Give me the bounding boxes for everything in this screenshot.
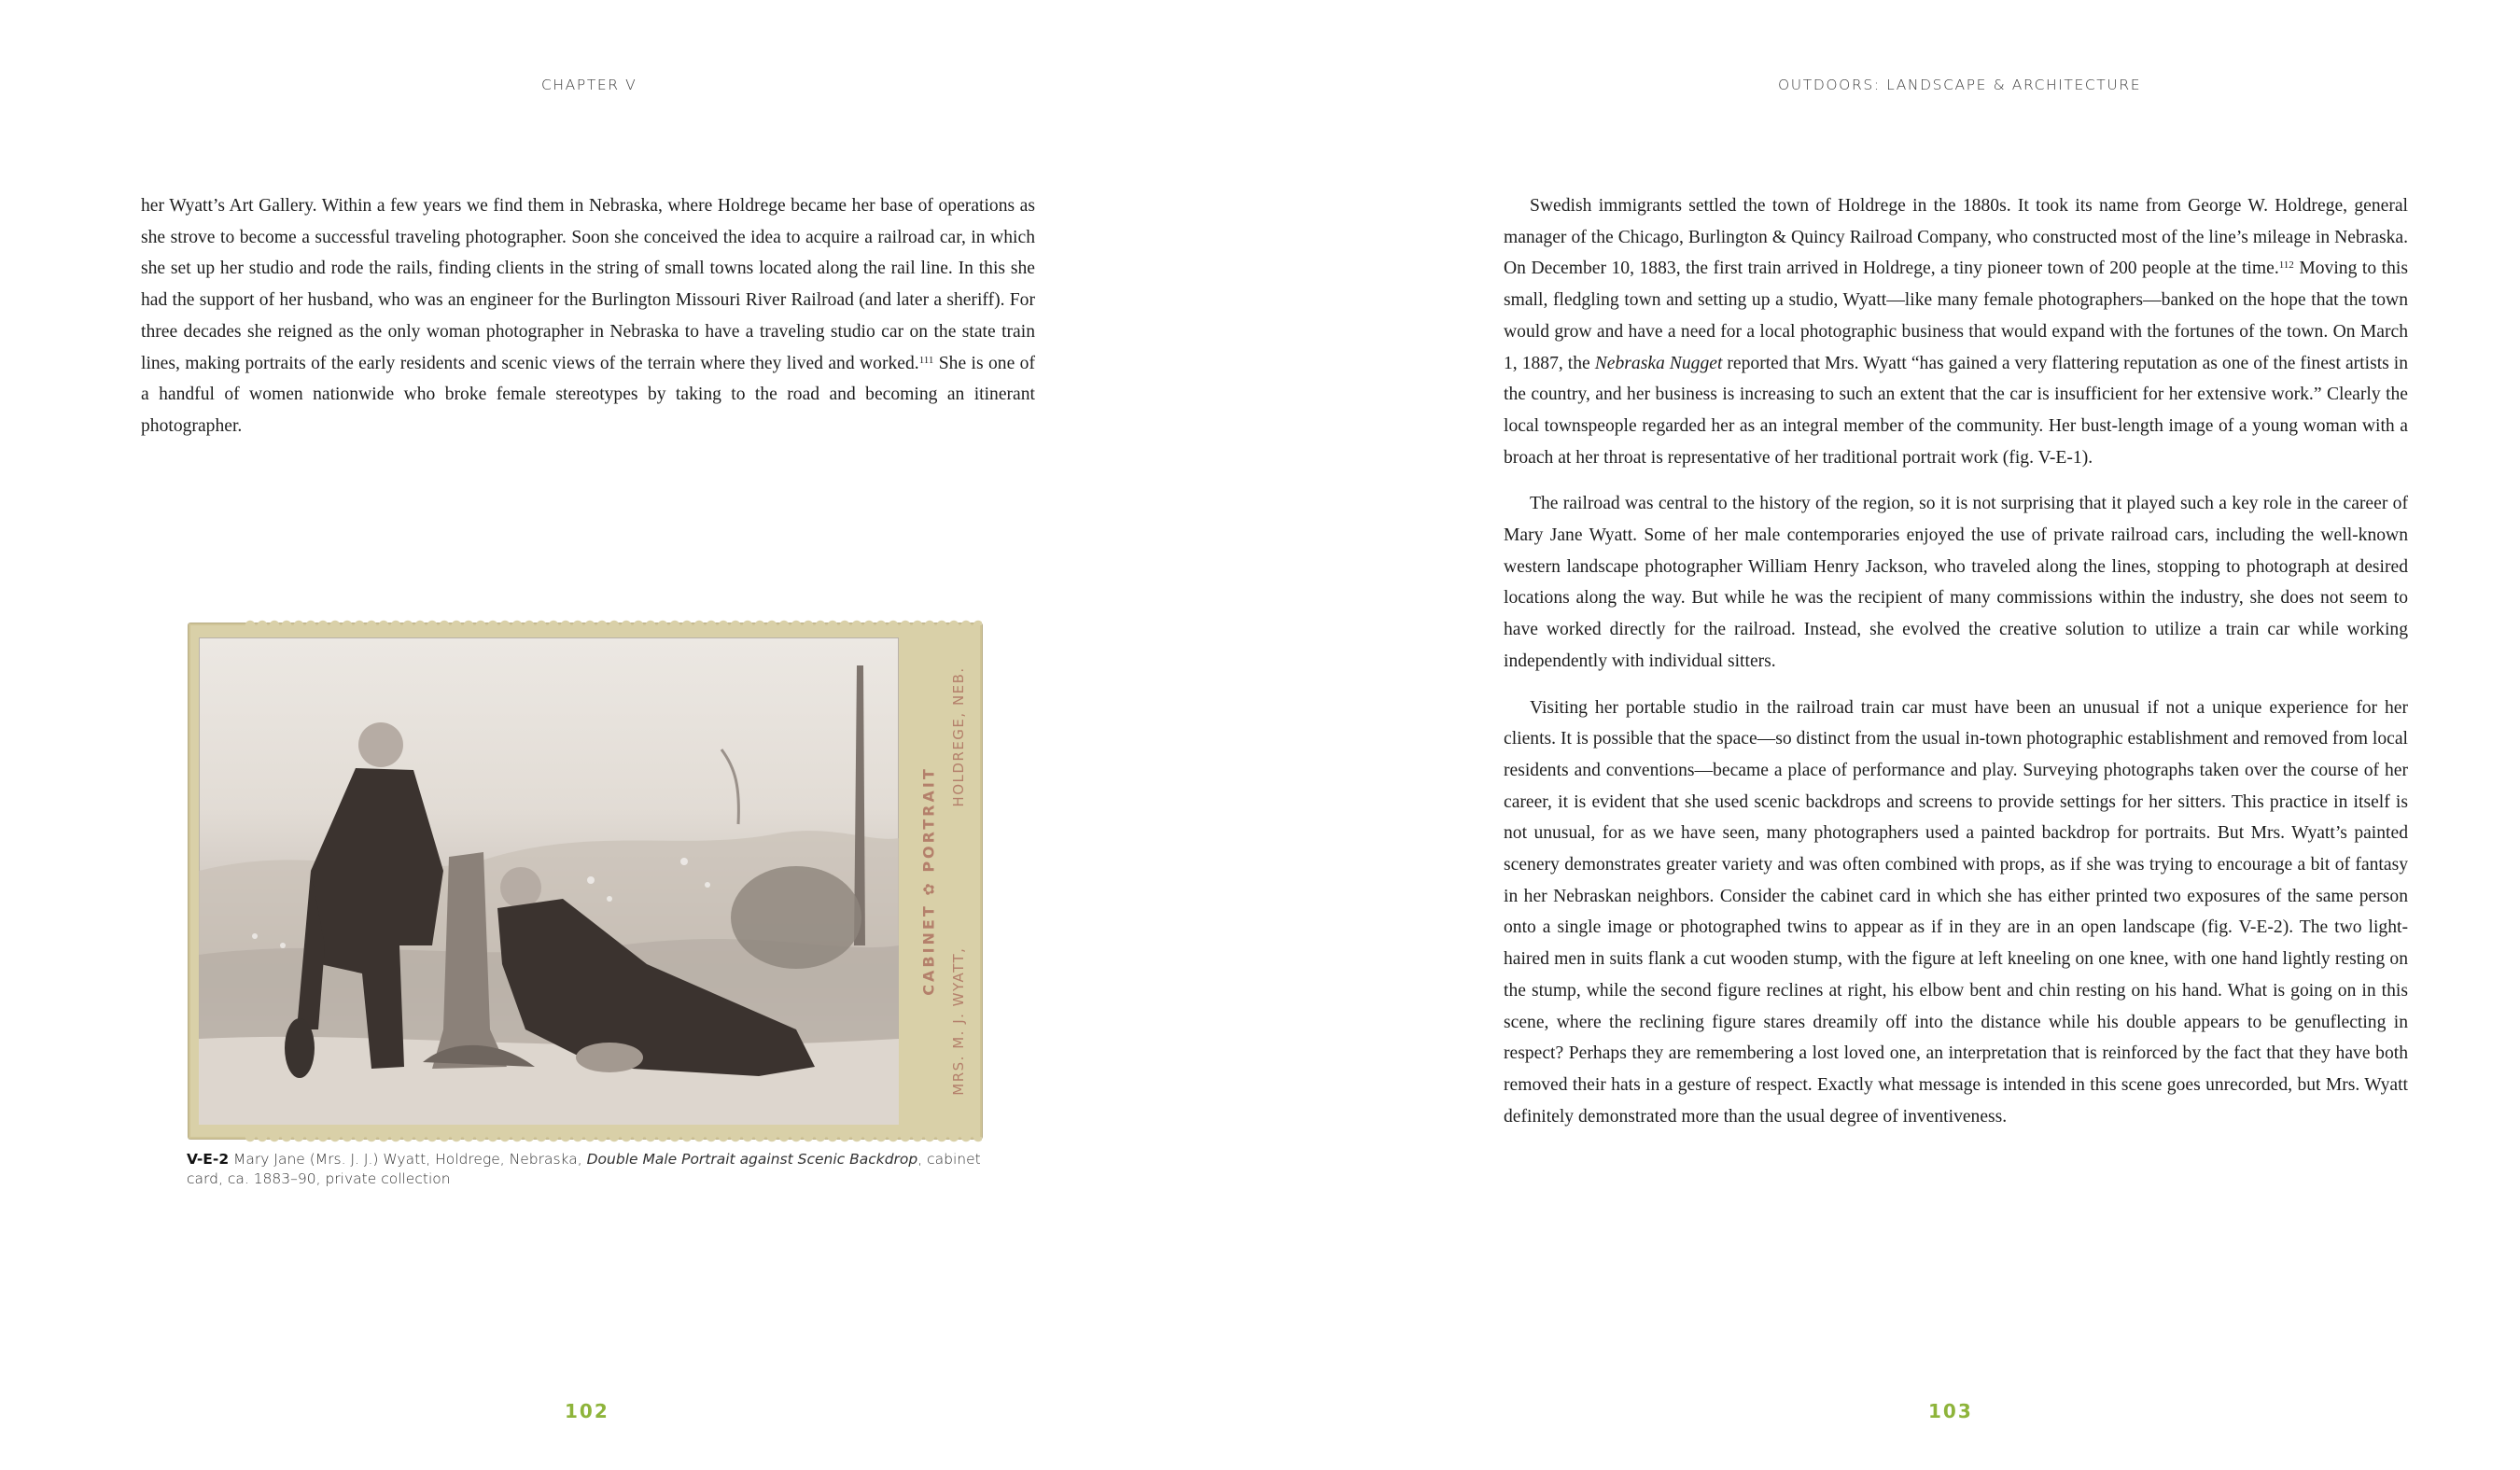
photo-illustration xyxy=(199,637,899,1125)
imprint-studio-name xyxy=(950,666,967,1095)
caption-text: , cabinet card, ca. 1883–90, private collection xyxy=(187,1151,981,1187)
caption-artwork-title: Double Male Portrait against Scenic Backdrop xyxy=(586,1151,918,1168)
scalloped-edge xyxy=(245,618,982,625)
caption-text: Mary Jane (Mrs. J. J.) Wyatt, Holdrege, Nebraska, xyxy=(229,1151,587,1168)
running-head-right: OUTDOORS: LANDSCAPE & ARCHITECTURE xyxy=(1778,77,2142,93)
running-head-left: CHAPTER V xyxy=(541,77,637,93)
publication-title: Nebraska Nugget xyxy=(1594,353,1723,373)
figure-caption xyxy=(187,1150,989,1189)
body-text-right xyxy=(1504,190,2408,1147)
scalloped-edge xyxy=(245,1137,982,1144)
text-run: her Wyatt’s Art Gallery. Within a few years we find them in Nebraska, where Holdrege became her base of operations as she strove to become a successful traveling photographer. Soon she conceived the idea to acquire a railroad car, in which she set up her studio and rode the rails, finding clients in the string of small towns located along the rail line. In this she had the support of her husband, who was an engineer for the Burlington Missouri River Railroad (and later a sheriff). For three decades she reigned as the only woman photographer in Nebraska to have a traveling studio car on the state train lines, making portraits of the early residents and scenic views of the terrain where they lived and worked. xyxy=(141,196,1035,373)
body-text-left xyxy=(141,190,1035,457)
figure-id: V-E-2 xyxy=(187,1151,230,1168)
paragraph xyxy=(141,190,1035,442)
imprint-photographer: MRS. M. J. WYATT, xyxy=(950,946,967,1096)
page-number-left: 102 xyxy=(565,1400,609,1422)
text-run: Swedish immigrants settled the town of Holdrege in the 1880s. It took its name from George W. Holdrege, general manager of the Chicago, Burlington & Quincy Railroad Company, who constructed most of the line’s mileage in Nebraska. On December 10, 1883, the first train arrived in Holdrege, a tiny pioneer town of 200 people at the time. xyxy=(1504,196,2408,279)
imprint-cabinet-portrait: CABINET ✿ PORTRAIT xyxy=(919,766,938,996)
photograph xyxy=(199,637,899,1125)
card-imprint xyxy=(903,637,977,1125)
figure-cabinet-card xyxy=(189,623,982,1139)
paragraph: The railroad was central to the history of the region, so it is not surprising that it played such a key role in the career of Mary Jane Wyatt. Some of her male contemporaries enjoyed the use of private railroad cars, including the well-known western landscape photographer William Henry Jackson, who traveled along the lines, stopping to photograph at desired locations along the way. But while he was the recipient of many commissions within the industry, she does not seem to have worked directly for the railroad. Instead, she evolved the creative solution to utilize a train car while working independently with individual sitters. xyxy=(1504,494,2408,671)
text-run: Moving to this small, fledgling town and setting up a studio, Wyatt—like many female photographers—banked on the hope that the town would grow and have a need for a local photographic business that would expand with the fortunes of the town. On March 1, 1887, the xyxy=(1504,259,2408,373)
page-number-right: 103 xyxy=(1928,1400,1973,1422)
text-run: reported that Mrs. Wyatt “has gained a very flattering reputation as one of the finest artists in the country, and her business is increasing to such an extent that the car is insufficient for her extensive work.” Clearly the local townspeople regarded her as an integral member of the community. Her bust-length image of a young woman with a broach at her throat is representative of her traditional portrait work (fig. V-E-1). xyxy=(1504,353,2408,468)
right-page xyxy=(1260,0,2520,1470)
footnote-ref[interactable]: 112 xyxy=(2278,259,2294,272)
footnote-ref[interactable]: 111 xyxy=(918,354,934,366)
paragraph xyxy=(1504,190,2408,473)
text-run: She is one of a handful of women nationwide who broke female stereotypes by taking to the road and becoming an itinerant photographer. xyxy=(141,353,1035,436)
paragraph: Visiting her portable studio in the railroad train car must have been an unusual if not a unique experience for her clients. It is possible that the space—so distinct from the usual in-town photographic establishment and removed from local residents and conventions—became a place of performance and play. Surveying photographs taken over the course of her career, it is evident that she used scenic backdrops and screens to provide settings for her sitters. This practice in itself is not unusual, for as we have seen, many photographers used a painted backdrop for portraits. But Mrs. Wyatt’s painted scenery demonstrates greater variety and was often combined with props, as if she was trying to encourage a bit of fantasy in her Nebraskan neighbors. Consider the cabinet card in which she has either printed two exposures of the same person onto a single image or photographed twins to appear as if in they are in an open landscape (fig. V-E-2). The two light-haired men in suits flank a cut wooden stump, with the figure at left kneeling on one knee, with one hand lightly resting on the stump, while the second figure reclines at right, his elbow bent and chin resting on his hand. What is going on in this scene, where the reclining figure stares dreamily off into the distance while his double appears to be genuflecting in respect? Perhaps they are remembering a lost loved one, an interpretation that is reinforced by the fact that they have both removed their hats in a gesture of respect. Exactly what message is intended in this scene goes unrecorded, but Mrs. Wyatt definitely demonstrated more than the usual degree of inventiveness. xyxy=(1504,697,2408,1127)
imprint-location: HOLDREGE, NEB. xyxy=(950,666,967,807)
